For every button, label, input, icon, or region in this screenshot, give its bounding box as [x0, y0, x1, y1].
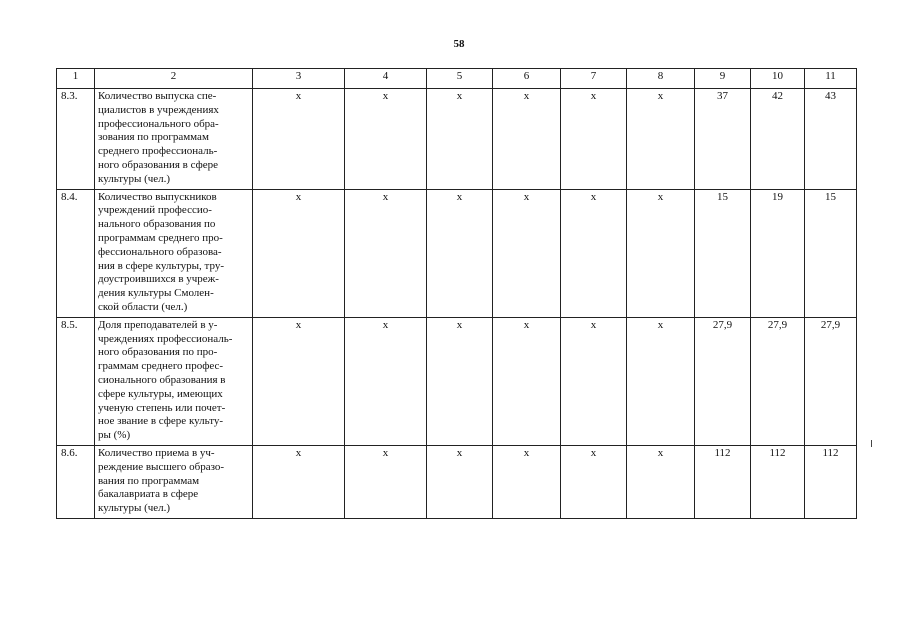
table-cell: 27,9	[695, 317, 751, 445]
table-cell: x	[627, 89, 695, 190]
column-header: 10	[751, 69, 805, 89]
table-cell: x	[627, 317, 695, 445]
description-line: реждение высшего образо-	[98, 460, 225, 473]
column-header: 5	[427, 69, 493, 89]
table-cell: x	[427, 89, 493, 190]
description-line: ученую степень или почет-	[98, 401, 226, 414]
description-line: программам среднего про-	[98, 231, 223, 244]
table-cell: 37	[695, 89, 751, 190]
column-header: 8	[627, 69, 695, 89]
description-line: фессионального образова-	[98, 245, 222, 258]
description-line: граммам среднего профес-	[98, 360, 224, 373]
description-line: учреждений профессио-	[98, 204, 212, 217]
description-line: чреждениях профессиональ-	[98, 332, 233, 345]
description-line: сфере культуры, имеющих	[98, 387, 223, 400]
table-cell: x	[561, 89, 627, 190]
description-line: Количество приема в уч-	[98, 446, 215, 459]
description-line: вания по программам	[98, 474, 200, 487]
table-cell: x	[561, 317, 627, 445]
table-cell: x	[493, 317, 561, 445]
column-header: 2	[95, 69, 253, 89]
column-header: 3	[253, 69, 345, 89]
table-cell: 112	[805, 445, 857, 518]
table-row	[57, 189, 857, 317]
description-line: ное звание в сфере культу-	[98, 415, 224, 428]
description-line: Доля преподавателей в у-	[98, 318, 218, 331]
row-number: 8.6.	[57, 445, 95, 518]
table-cell: 112	[751, 445, 805, 518]
row-description	[95, 89, 253, 190]
table-cell: x	[345, 89, 427, 190]
table-cell: x	[627, 189, 695, 317]
description-line: профессионального обра-	[98, 117, 219, 130]
table-cell: x	[493, 445, 561, 518]
row-number: 8.3.	[57, 89, 95, 190]
row-number: 8.4.	[57, 189, 95, 317]
description-line: ния в сфере культуры, тру-	[98, 259, 224, 272]
data-table	[56, 68, 857, 519]
table-cell: x	[493, 189, 561, 317]
table-cell: 43	[805, 89, 857, 190]
description-line: зования по программам	[98, 131, 209, 144]
table-cell: x	[427, 445, 493, 518]
description-line: среднего профессиональ-	[98, 145, 218, 158]
description-line: ного образования в сфере	[98, 158, 219, 171]
table-cell: x	[253, 89, 345, 190]
page-number: 58	[453, 38, 465, 50]
table-cell: x	[627, 445, 695, 518]
description-line: дения культуры Смолен-	[98, 287, 214, 300]
description-line: бакалавриата в сфере	[98, 488, 199, 501]
table-cell: x	[427, 317, 493, 445]
table-cell: x	[253, 317, 345, 445]
column-header: 7	[561, 69, 627, 89]
row-description	[95, 317, 253, 445]
column-header: 1	[57, 69, 95, 89]
table-row	[57, 445, 857, 518]
table-cell: x	[253, 189, 345, 317]
table-cell: 42	[751, 89, 805, 190]
column-header: 11	[805, 69, 857, 89]
table-cell: 27,9	[805, 317, 857, 445]
description-line: культуры (чел.)	[98, 172, 171, 185]
table-cell: x	[253, 445, 345, 518]
table-cell: 15	[805, 189, 857, 317]
table-cell: 19	[751, 189, 805, 317]
table-cell: x	[345, 445, 427, 518]
table-cell: x	[427, 189, 493, 317]
description-line: Количество выпуска спе-	[98, 90, 217, 102]
column-header: 6	[493, 69, 561, 89]
row-description	[95, 189, 253, 317]
table-cell: x	[345, 189, 427, 317]
description-line: ного образования по про-	[98, 346, 218, 359]
description-line: циалистов в учреждениях	[98, 103, 219, 116]
table-row	[57, 317, 857, 445]
row-number: 8.5.	[57, 317, 95, 445]
header-row	[57, 69, 857, 89]
table-cell: 15	[695, 189, 751, 317]
description-line: сионального образования в	[98, 373, 226, 386]
column-header: 4	[345, 69, 427, 89]
description-line: ры (%)	[98, 429, 131, 442]
description-line: доустроившихся в учреж-	[98, 273, 219, 286]
description-line: Количество выпускников	[98, 190, 217, 203]
description-line: нального образования по	[98, 218, 216, 231]
table-cell: 27,9	[751, 317, 805, 445]
table-cell: x	[345, 317, 427, 445]
column-header: 9	[695, 69, 751, 89]
description-line: ской области (чел.)	[98, 300, 188, 313]
description-line: культуры (чел.)	[98, 502, 171, 515]
scan-artifact-mark	[871, 440, 872, 447]
table-cell: x	[561, 189, 627, 317]
table-row	[57, 89, 857, 190]
table-cell: x	[493, 89, 561, 190]
table-cell: x	[561, 445, 627, 518]
row-description	[95, 445, 253, 518]
table-cell: 112	[695, 445, 751, 518]
